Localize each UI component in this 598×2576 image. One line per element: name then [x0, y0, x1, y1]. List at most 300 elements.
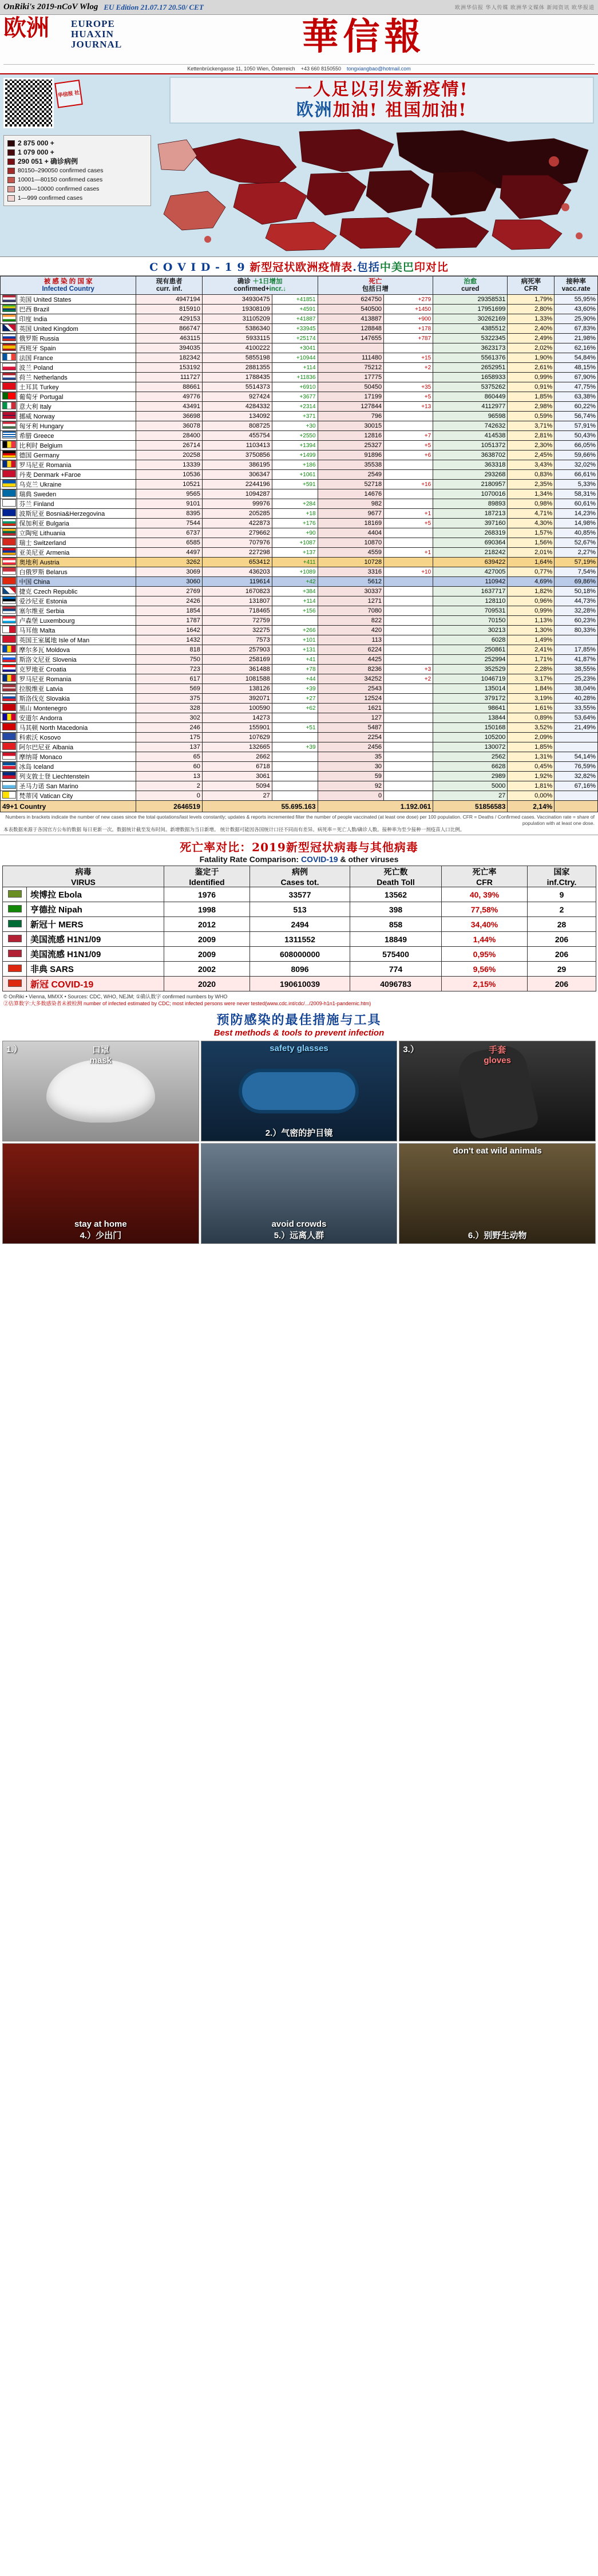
cell-country: 斯洛伐克 Slovakia — [17, 694, 136, 704]
cell-death-increment: +787 — [384, 334, 433, 343]
prevention-title-en: Best methods & tools to prevent infection — [213, 1028, 385, 1038]
cell-increment — [272, 489, 318, 499]
cell-cfr: 1,57% — [508, 528, 555, 538]
country-flag-icon — [1, 606, 17, 616]
cell-increment: +10944 — [272, 353, 318, 363]
fatality-cases: 513 — [250, 902, 350, 917]
cell-country: 保加利亚 Bulgaria — [17, 519, 136, 528]
cell-cfr: 1,84% — [508, 684, 555, 694]
cell-cfr: 3,52% — [508, 723, 555, 733]
legend-swatch — [7, 149, 15, 156]
cell-vaccination: 21,49% — [555, 723, 598, 733]
fatality-identified: 2002 — [164, 962, 250, 977]
cell-cured: 4112977 — [433, 402, 508, 412]
masthead-address-bar — [3, 64, 595, 72]
cell-cfr: 1,85% — [508, 742, 555, 752]
cell-deaths: 4559 — [318, 548, 384, 558]
legend-swatch — [7, 168, 15, 174]
legend-label: 2 875 000 + — [18, 139, 54, 147]
masthead-title-block — [133, 17, 595, 57]
cell-deaths: 420 — [318, 626, 384, 635]
cell-deaths: 18169 — [318, 519, 384, 528]
cell-country: 荷兰 Netherlands — [17, 373, 136, 382]
cell-confirmed: 436203 — [202, 567, 272, 577]
cell-vaccination: 67,16% — [555, 781, 598, 791]
fatality-virus-name: 埃博拉 Ebola — [27, 887, 164, 902]
cell-vaccination: 57,91% — [555, 421, 598, 431]
country-flag-icon — [1, 519, 17, 528]
country-flag-icon — [1, 616, 17, 626]
prevention-caption-4-en: stay at home — [74, 1219, 127, 1229]
country-flag-icon — [1, 489, 17, 499]
table-row — [1, 694, 598, 704]
fatality-deaths: 13562 — [350, 887, 442, 902]
cell-vaccination: 59,66% — [555, 451, 598, 460]
cell-death-increment: +1 — [384, 548, 433, 558]
prevention-num-6: 6.） — [468, 1231, 484, 1240]
legend-swatch — [7, 140, 15, 147]
prevention-caption-5-en: avoid crowds — [271, 1219, 327, 1229]
cell-country: 印度 India — [17, 314, 136, 324]
country-flag-icon — [1, 558, 17, 567]
th-vacc: 接种率 vacc.rate — [555, 276, 598, 295]
slogan-line-2-red: 加油! 祖国加油! — [332, 100, 468, 120]
cell-country: 罗马尼亚 Romania — [17, 460, 136, 470]
cell-current: 9565 — [136, 489, 203, 499]
cell-current: 4497 — [136, 548, 203, 558]
cell-cured: 70150 — [433, 616, 508, 626]
cell-deaths: 3316 — [318, 567, 384, 577]
cell-increment: +114 — [272, 596, 318, 606]
cell-current: 1432 — [136, 635, 203, 645]
cell-country: 科索沃 Kosovo — [17, 733, 136, 742]
cell-cfr: 3,43% — [508, 460, 555, 470]
country-flag-icon — [1, 713, 17, 723]
cell-confirmed: 5933115 — [202, 334, 272, 343]
prevention-caption-1-cn: 口罩 — [92, 1045, 109, 1055]
cell-death-increment: +2 — [384, 363, 433, 373]
cell-vaccination: 67,83% — [555, 324, 598, 334]
prevention-caption-1-en: mask — [89, 1056, 112, 1065]
cell-death-increment — [384, 723, 433, 733]
fatality-countries: 2 — [528, 902, 596, 917]
prevention-photo-grid — [0, 1039, 598, 1247]
fatality-deaths: 774 — [350, 962, 442, 977]
cell-country: 巴西 Brazil — [17, 305, 136, 314]
cell-current: 1787 — [136, 616, 203, 626]
cell-cfr: 1,64% — [508, 558, 555, 567]
wlog-title: OnRiki's 2019-nCoV Wlog — [3, 2, 98, 11]
cell-vaccination: 40,28% — [555, 694, 598, 704]
cell-death-increment — [384, 762, 433, 772]
cell-death-increment: +1450 — [384, 305, 433, 314]
cell-cured: 1051372 — [433, 441, 508, 451]
cell-cfr: 2,45% — [508, 451, 555, 460]
table-row — [1, 353, 598, 363]
country-flag-icon — [1, 392, 17, 402]
cell-death-increment: +3 — [384, 665, 433, 674]
table-row — [1, 421, 598, 431]
cell-vaccination: 80,33% — [555, 626, 598, 635]
virus-flag-icon — [3, 887, 27, 902]
cell-deaths: 8236 — [318, 665, 384, 674]
table-row — [1, 343, 598, 353]
cell-deaths: 25327 — [318, 441, 384, 451]
fatality-virus-name: 非典 SARS — [27, 962, 164, 977]
table-row — [1, 402, 598, 412]
cell-vaccination: 2,27% — [555, 548, 598, 558]
legend-item — [7, 175, 147, 184]
prevention-caption-6 — [399, 1229, 595, 1241]
country-flag-icon — [1, 295, 17, 305]
th-cfr: 病死率 CFR — [508, 276, 555, 295]
cell-increment: +3041 — [272, 343, 318, 353]
country-flag-icon — [1, 626, 17, 635]
prevention-caption-2-en: safety glasses — [270, 1044, 328, 1053]
cell-increment: +1061 — [272, 470, 318, 480]
country-flag-icon — [1, 324, 17, 334]
cell-death-increment — [384, 645, 433, 655]
table-row — [1, 713, 598, 723]
cell-confirmed: 5855198 — [202, 353, 272, 363]
cell-confirmed: 1670823 — [202, 587, 272, 596]
masthead-en-logo — [71, 17, 133, 50]
table-row — [1, 373, 598, 382]
cell-deaths: 796 — [318, 412, 384, 421]
cell-cured: 5322345 — [433, 334, 508, 343]
fatality-title-en-a: Fatality Rate Comparison: — [199, 855, 301, 864]
cell-confirmed: 227298 — [202, 548, 272, 558]
cell-death-increment: +15 — [384, 353, 433, 363]
cell-cfr: 0,99% — [508, 373, 555, 382]
prevention-caption-5 — [201, 1219, 397, 1241]
country-flag-icon — [1, 363, 17, 373]
prevention-title-block — [0, 1007, 598, 1039]
cell-cured: 98641 — [433, 704, 508, 713]
cell-increment: +78 — [272, 665, 318, 674]
cell-cured: 30213 — [433, 626, 508, 635]
cell-country: 斯洛文尼亚 Slovenia — [17, 655, 136, 665]
cell-confirmed: 131807 — [202, 596, 272, 606]
cell-increment — [272, 752, 318, 762]
cell-deaths: 34252 — [318, 674, 384, 684]
cell-current: 723 — [136, 665, 203, 674]
cell-confirmed: 2662 — [202, 752, 272, 762]
masthead — [0, 15, 598, 74]
fatality-identified: 1976 — [164, 887, 250, 902]
legend-swatch — [7, 159, 15, 165]
cell-deaths: 413887 — [318, 314, 384, 324]
cell-cured: 860449 — [433, 392, 508, 402]
prevention-num-3: 3.） — [403, 1045, 419, 1054]
cell-death-increment — [384, 781, 433, 791]
country-flag-icon — [1, 451, 17, 460]
cell-deaths: 113 — [318, 635, 384, 645]
table-row — [1, 752, 598, 762]
table-row — [1, 509, 598, 519]
cell-cured: 187213 — [433, 509, 508, 519]
country-flag-icon — [1, 772, 17, 781]
cell-increment: +41851 — [272, 295, 318, 305]
cell-country: 摩纳哥 Monaco — [17, 752, 136, 762]
cell-vaccination: 32,28% — [555, 606, 598, 616]
table-row — [1, 558, 598, 567]
table-section-title — [0, 256, 598, 276]
fatality-footnote-2: ②估算数字:大多数感染者未被检测 number of infected estimated by CDC; most infected persons were never tested(www.cdc.int/cdc/.../2009-h1n1-pandemic.htm) — [3, 1001, 371, 1006]
prevention-photo-crowds — [201, 1143, 398, 1244]
cell-current: 750 — [136, 655, 203, 665]
cell-confirmed: 107629 — [202, 733, 272, 742]
cell-country: 中国 China — [17, 577, 136, 587]
table-row — [1, 324, 598, 334]
cell-deaths: 147655 — [318, 334, 384, 343]
cell-deaths: 0 — [318, 791, 384, 801]
cell-cfr: 2,09% — [508, 733, 555, 742]
cell-current: 375 — [136, 694, 203, 704]
cell-confirmed: 138126 — [202, 684, 272, 694]
cell-deaths: 52718 — [318, 480, 384, 489]
cell-current: 36698 — [136, 412, 203, 421]
table-row — [1, 723, 598, 733]
covid-stats-table — [0, 276, 598, 812]
fatality-identified: 2012 — [164, 917, 250, 932]
cell-confirmed: 258169 — [202, 655, 272, 665]
table-row — [1, 577, 598, 587]
fatality-row — [3, 932, 596, 947]
fatality-virus-name: 新冠 COVID-19 — [27, 977, 164, 991]
cell-country: 安道尔 Andorra — [17, 713, 136, 723]
cell-cured: 3623173 — [433, 343, 508, 353]
cell-cfr: 1,71% — [508, 655, 555, 665]
cell-death-increment: +35 — [384, 382, 433, 392]
cell-cfr: 1,34% — [508, 489, 555, 499]
cell-confirmed: 306347 — [202, 470, 272, 480]
legend-label: 10001—80150 confirmed cases — [18, 176, 103, 183]
cell-death-increment — [384, 460, 433, 470]
cell-cfr: 2,28% — [508, 665, 555, 674]
cell-confirmed: 31105209 — [202, 314, 272, 324]
cell-current: 617 — [136, 674, 203, 684]
cell-increment: +18 — [272, 509, 318, 519]
cell-confirmed: 361488 — [202, 665, 272, 674]
cell-confirmed: 134092 — [202, 412, 272, 421]
legend-label: 1—999 confirmed cases — [18, 195, 83, 202]
cell-current: 111727 — [136, 373, 203, 382]
cell-deaths: 17199 — [318, 392, 384, 402]
fatality-row — [3, 947, 596, 962]
table-body — [1, 295, 598, 801]
fatality-row — [3, 962, 596, 977]
email-text[interactable]: tongxiangbao@hotmail.com — [347, 66, 411, 72]
legend-swatch — [7, 195, 15, 202]
virus-flag-icon — [3, 902, 27, 917]
cell-deaths: 14676 — [318, 489, 384, 499]
cell-deaths: 624750 — [318, 295, 384, 305]
country-flag-icon — [1, 645, 17, 655]
cell-country: 克罗地亚 Croatia — [17, 665, 136, 674]
cell-country: 俄罗斯 Russia — [17, 334, 136, 343]
cell-confirmed: 3750856 — [202, 451, 272, 460]
prevention-caption-4 — [3, 1219, 199, 1241]
table-row — [1, 392, 598, 402]
cell-death-increment — [384, 596, 433, 606]
cell-cured: 4385512 — [433, 324, 508, 334]
cell-deaths: 4425 — [318, 655, 384, 665]
table-row — [1, 314, 598, 324]
cell-confirmed: 927424 — [202, 392, 272, 402]
cell-current: 28400 — [136, 431, 203, 441]
cell-deaths: 30015 — [318, 421, 384, 431]
cell-cfr: 1,85% — [508, 392, 555, 402]
cell-current: 10536 — [136, 470, 203, 480]
cell-cured: 30262169 — [433, 314, 508, 324]
cell-current: 6585 — [136, 538, 203, 548]
cell-deaths: 12524 — [318, 694, 384, 704]
cell-cured: 352529 — [433, 665, 508, 674]
country-flag-icon — [1, 635, 17, 645]
cell-vaccination — [555, 742, 598, 752]
cell-deaths: 2543 — [318, 684, 384, 694]
cell-country: 法国 France — [17, 353, 136, 363]
cell-cfr: 1,90% — [508, 353, 555, 363]
cell-increment: +39 — [272, 684, 318, 694]
table-footnote — [0, 812, 598, 835]
cell-vaccination: 41,87% — [555, 655, 598, 665]
cell-country: 西班牙 Spain — [17, 343, 136, 353]
table-row — [1, 626, 598, 635]
cell-confirmed: 279662 — [202, 528, 272, 538]
cell-cured: 89893 — [433, 499, 508, 509]
cell-increment: +284 — [272, 499, 318, 509]
legend-item — [7, 193, 147, 203]
table-row — [1, 791, 598, 801]
cell-increment: +176 — [272, 519, 318, 528]
fatality-cases: 190610039 — [250, 977, 350, 991]
prevention-caption-3-cn: 手套 — [489, 1045, 506, 1055]
cell-deaths: 9677 — [318, 509, 384, 519]
th-deaths: 死亡 包括日增 — [318, 276, 433, 295]
cell-current: 175 — [136, 733, 203, 742]
cell-vaccination — [555, 791, 598, 801]
country-flag-icon — [1, 733, 17, 742]
cell-cured: 128110 — [433, 596, 508, 606]
total-current: 2646519 — [136, 801, 203, 812]
cell-deaths: 4404 — [318, 528, 384, 538]
table-row — [1, 655, 598, 665]
cell-vaccination: 67,90% — [555, 373, 598, 382]
cell-vaccination: 5,33% — [555, 480, 598, 489]
cell-vaccination: 47,75% — [555, 382, 598, 392]
cell-cured: 2562 — [433, 752, 508, 762]
legend-swatch — [7, 186, 15, 192]
cell-cured: 2652951 — [433, 363, 508, 373]
cell-deaths: 127 — [318, 713, 384, 723]
fatality-identified: 1998 — [164, 902, 250, 917]
cell-death-increment — [384, 489, 433, 499]
th-country: 被 感 染 的 国 家 Infected Country — [1, 276, 136, 295]
table-row — [1, 295, 598, 305]
cell-country: 马耳他 Malta — [17, 626, 136, 635]
cell-cfr: 1,56% — [508, 538, 555, 548]
cell-death-increment — [384, 606, 433, 616]
cell-cfr: 1,30% — [508, 626, 555, 635]
cell-confirmed: 2244196 — [202, 480, 272, 489]
cell-current: 1854 — [136, 606, 203, 616]
fatality-virus-name: 美国流感 H1N1/09 — [27, 947, 164, 962]
table-row — [1, 635, 598, 645]
phone-text: +43 660 8150550 — [300, 66, 342, 72]
cell-cfr: 2,80% — [508, 305, 555, 314]
cell-increment: +44 — [272, 674, 318, 684]
cell-deaths: 50450 — [318, 382, 384, 392]
cell-death-increment: +16 — [384, 480, 433, 489]
fatality-title-en-c: & other viruses — [338, 855, 399, 864]
cell-vaccination: 33,55% — [555, 704, 598, 713]
cell-vaccination: 54,14% — [555, 752, 598, 762]
fatality-countries: 206 — [528, 977, 596, 991]
cell-confirmed: 4284332 — [202, 402, 272, 412]
cell-confirmed: 2881355 — [202, 363, 272, 373]
cell-country: 冰岛 Iceland — [17, 762, 136, 772]
cell-cured: 2180957 — [433, 480, 508, 489]
cell-cured: 363318 — [433, 460, 508, 470]
cell-country: 希腊 Greece — [17, 431, 136, 441]
total-cured: 51856583 — [433, 801, 508, 812]
cell-confirmed: 19308109 — [202, 305, 272, 314]
cell-confirmed: 718465 — [202, 606, 272, 616]
fth-virus: 病毒 VIRUS — [3, 866, 164, 887]
table-footnote-en: Numbers in brackets indicate the number of new cases since the total quotations/last levels constantly; updates & reports incremented filter the number of people vaccinated (at least one dose) per 100 population. CFR = Deaths / Confirmed cases. Vaccination rate = share of population with at least one dose. — [5, 814, 595, 826]
qr-code[interactable] — [3, 78, 54, 128]
cell-current: 36078 — [136, 421, 203, 431]
cell-confirmed: 72759 — [202, 616, 272, 626]
fatality-countries: 9 — [528, 887, 596, 902]
cell-vaccination: 55,95% — [555, 295, 598, 305]
fatality-title-en-b: COVID-19 — [300, 855, 338, 864]
country-flag-icon — [1, 596, 17, 606]
cell-vaccination: 66,05% — [555, 441, 598, 451]
mask-icon — [46, 1060, 155, 1123]
cell-country: 马其顿 North Macedonia — [17, 723, 136, 733]
cell-current: 3069 — [136, 567, 203, 577]
prevention-photo-mask — [2, 1041, 199, 1141]
cell-death-increment — [384, 421, 433, 431]
cell-death-increment — [384, 752, 433, 762]
cell-death-increment — [384, 791, 433, 801]
cell-confirmed: 4100222 — [202, 343, 272, 353]
fth-identified: 鉴定于 Identified — [164, 866, 250, 887]
cell-cfr: 2,61% — [508, 363, 555, 373]
cell-deaths: 35538 — [318, 460, 384, 470]
table-row — [1, 567, 598, 577]
fatality-body — [3, 887, 596, 991]
country-flag-icon — [1, 742, 17, 752]
cell-cfr: 0,91% — [508, 382, 555, 392]
title-part-5: 印对比 — [414, 261, 449, 274]
legend-item — [7, 166, 147, 175]
cell-confirmed: 119614 — [202, 577, 272, 587]
fatality-footnote — [0, 991, 598, 1007]
cell-cfr: 2,41% — [508, 645, 555, 655]
fatality-countries: 206 — [528, 932, 596, 947]
cell-deaths: 7080 — [318, 606, 384, 616]
cell-vaccination: 63,38% — [555, 392, 598, 402]
cell-cured: 252994 — [433, 655, 508, 665]
cell-deaths: 2456 — [318, 742, 384, 752]
cell-confirmed: 1094287 — [202, 489, 272, 499]
fatality-cfr: 2,15% — [442, 977, 528, 991]
cell-vaccination: 14,23% — [555, 509, 598, 519]
